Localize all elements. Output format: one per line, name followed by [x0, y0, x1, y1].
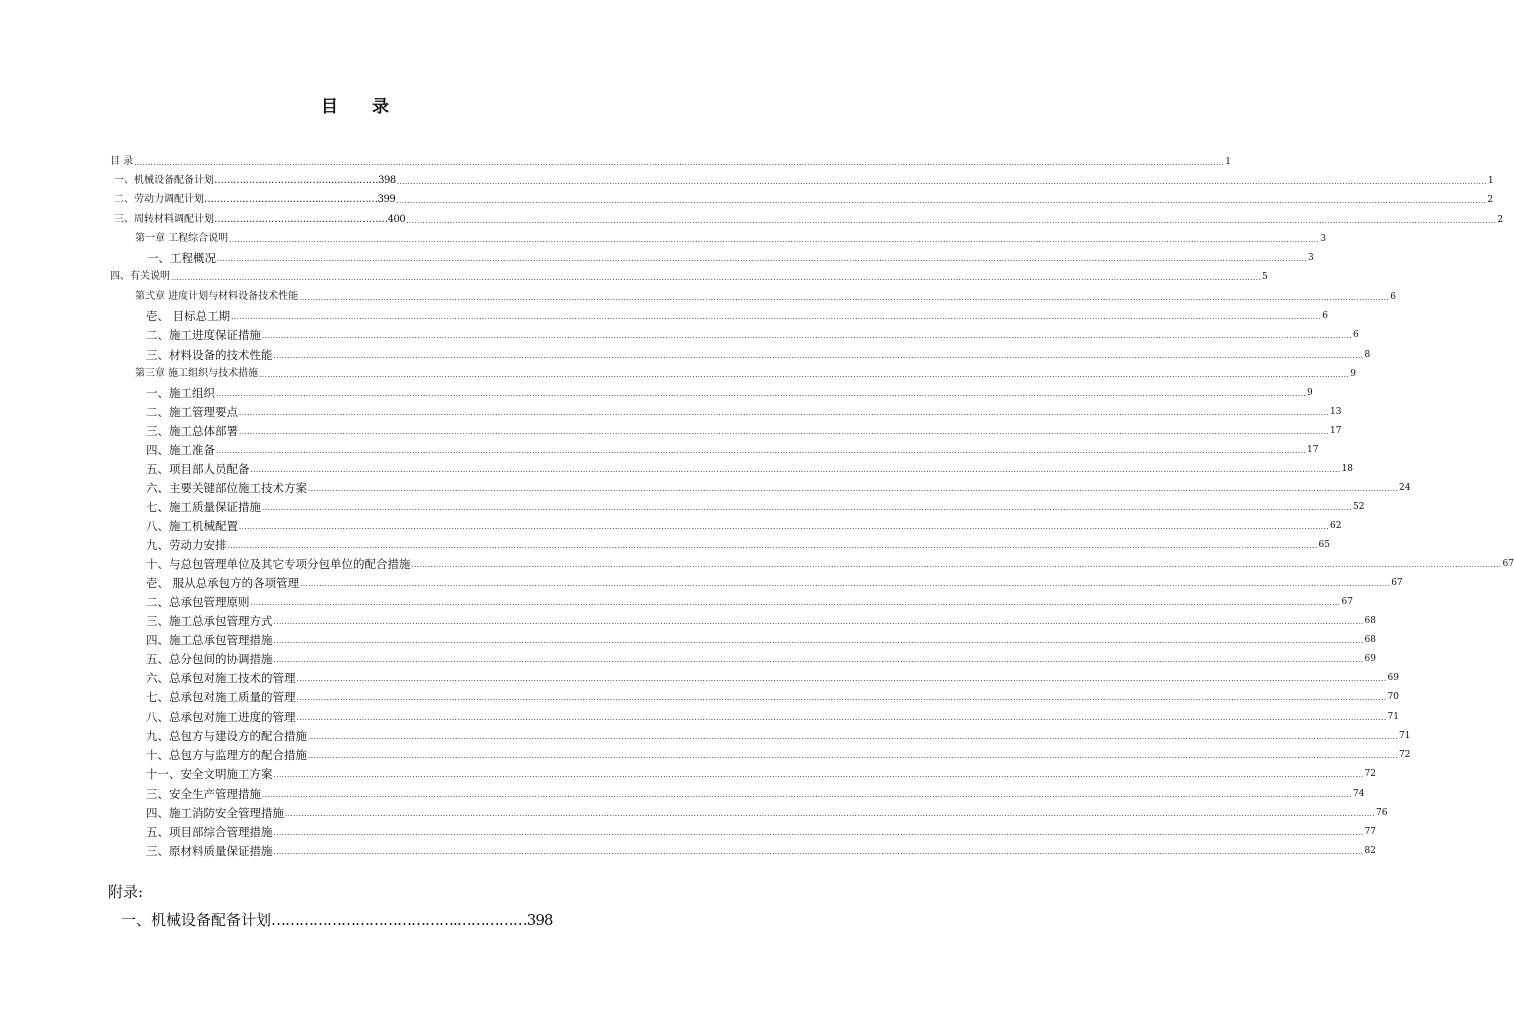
toc-entry[interactable] — [146, 516, 1342, 533]
toc-entry-subpage: .………………400 — [328, 214, 406, 225]
toc-entry-label: 五、项目部人员配备 — [146, 462, 250, 476]
toc-entry-page: 69 — [1387, 673, 1399, 683]
toc-entry-page: 24 — [1399, 483, 1411, 493]
appendix-item-page: .……………398 — [453, 911, 553, 929]
toc-entry[interactable] — [135, 287, 1396, 303]
dot-leader: ................................................................................................................................................................................................................................................................................................................................................................................................................ — [411, 561, 1502, 569]
toc-entry-label: 四、施工准备 — [146, 443, 215, 457]
dot-leader: ................................................................................................................................................................................................................................................................................................................................................................................................................ — [239, 428, 1330, 436]
toc-entry-page: 72 — [1364, 769, 1376, 779]
toc-entry-label: 三、安全生产管理措施 — [146, 787, 261, 801]
toc-entry-page: 67 — [1391, 578, 1403, 588]
toc-entry-page: 9 — [1307, 388, 1313, 398]
toc-entry-label: 一、施工组织 — [146, 386, 215, 400]
dot-leader: ................................................................................................................................................................................................................................................................................................................................................................................................................ — [273, 656, 1364, 664]
toc-entry[interactable] — [146, 440, 1319, 457]
toc-entry[interactable] — [146, 822, 1376, 839]
toc-entry-page: 2 — [1487, 195, 1494, 205]
toc-entry-page: 71 — [1399, 731, 1411, 741]
toc-entry-label: 十、总包方与监理方的配合措施 — [146, 748, 307, 762]
dot-leader: ................................................................................................................................................................................................................................................................................................................................................................................................................ — [273, 637, 1364, 645]
dot-leader: ................................................................................................................................................................................................................................................................................................................................................................................................................ — [308, 752, 1399, 760]
toc-entry-page: 13 — [1330, 407, 1342, 417]
toc-entry-label: 第弍章 进度计划与材料设备技术性能 — [135, 291, 299, 302]
toc-entry[interactable] — [146, 649, 1376, 666]
toc-entry[interactable] — [146, 803, 1388, 820]
toc-entry[interactable] — [146, 554, 1514, 571]
dot-leader: ................................................................................................................................................................................................................................................................................................................................................................................................................ — [216, 447, 1307, 455]
toc-entry-page: 52 — [1353, 502, 1365, 512]
toc-entry-page: 70 — [1387, 692, 1399, 702]
toc-entry-page: 6 — [1322, 311, 1328, 321]
toc-entry[interactable] — [146, 726, 1411, 743]
toc-entry-page: 71 — [1387, 712, 1399, 722]
toc-entry-subpage: .………………399 — [318, 194, 396, 205]
toc-entry[interactable] — [110, 152, 1231, 168]
toc-entry-page: 77 — [1364, 827, 1376, 837]
dot-leader: ................................................................................................................................................................................................................................................................................................................................................................................................................ — [239, 409, 1330, 417]
toc-entry-page: 5 — [1262, 272, 1268, 282]
toc-entry-page: 3 — [1308, 253, 1314, 263]
toc-entry-label: 六、主要关键部位施工技术方案 — [146, 481, 307, 495]
toc-entry-label: 一、机械设备配备计划 — [114, 175, 214, 186]
toc-entry[interactable] — [146, 478, 1411, 495]
dot-leader: ................................................................................................................................................................................................................................................................................................................................................................................................................ — [299, 294, 1390, 302]
toc-entry[interactable] — [146, 687, 1399, 704]
toc-entry-page: 17 — [1330, 426, 1342, 436]
toc-entry[interactable] — [146, 630, 1376, 647]
toc-entry-label: 八、总承包对施工进度的管理 — [146, 710, 296, 724]
toc-entry-label: 五、项目部综合管理措施 — [146, 825, 273, 839]
toc-entry-label: 目 录 — [110, 156, 134, 167]
toc-entry[interactable] — [146, 573, 1403, 590]
dot-leader: ................................................................................................................................................................................................................................................................................................................................................................................................................ — [262, 332, 1353, 340]
dot-leader: ................................................................................................................................................................................................................................................................................................................................................................................................................ — [273, 848, 1364, 856]
toc-entry[interactable] — [146, 497, 1365, 514]
dot-leader: ................................................................................................................................................................................................................................................................................................................................................................................................................ — [273, 352, 1364, 360]
toc-entry-page: 3 — [1320, 234, 1326, 244]
dot-leader: ................................................................................................................................................................................................................................................................................................................................................................................................................ — [231, 313, 1322, 321]
toc-entry-label: 九、劳动力安排 — [146, 538, 227, 552]
toc-entry-page: 1 — [1225, 157, 1231, 167]
dot-leader: ................................................................................................................................................................................................................................................................................................................................................................................................................ — [250, 599, 1341, 607]
toc-entry-label: 七、施工质量保证措施 — [146, 500, 261, 514]
toc-entry[interactable] — [146, 707, 1399, 724]
toc-entry[interactable] — [146, 764, 1376, 781]
dot-leader: ................................................................................................................................................................................................................................................................................................................................................................................................................ — [296, 694, 1387, 702]
toc-entry[interactable] — [146, 402, 1342, 419]
toc-entry[interactable] — [146, 592, 1353, 609]
toc-entry-page: 65 — [1318, 540, 1330, 550]
toc-entry-label: 七、总承包对施工质量的管理 — [146, 690, 296, 704]
toc-entry-page: 67 — [1341, 597, 1353, 607]
toc-entry[interactable] — [147, 248, 1314, 265]
toc-entry-page: 68 — [1364, 616, 1376, 626]
dot-leader: ................................................................................................................................................................................................................................................................................................................................................................................................................ — [285, 810, 1376, 818]
toc-entry[interactable] — [146, 345, 1371, 362]
toc-entry[interactable] — [146, 784, 1365, 801]
dot-leader: ................................................................................................................................................................................................................................................................................................................................................................................................................ — [239, 523, 1330, 531]
toc-entry-label: 一、工程概况 — [147, 251, 216, 265]
toc-entry-label: 六、总承包对施工技术的管理 — [146, 671, 296, 685]
dot-leader: ................................................................................................................................................................................................................................................................................................................................................................................................................ — [273, 618, 1364, 626]
toc-entry[interactable] — [146, 325, 1359, 342]
toc-entry[interactable] — [146, 841, 1376, 858]
toc-entry-page: 6 — [1353, 330, 1359, 340]
toc-entry-label: 八、施工机械配置 — [146, 519, 238, 533]
dot-leader: ................................................................................................................................................................................................................................................................................................................................................................................................................ — [250, 466, 1341, 474]
dot-leader: ................................................................................................................................................................................................................................................................................................................................................................................................................ — [396, 197, 1487, 205]
dot-leader: ................................................................................................................................................................................................................................................................................................................................................................................................................ — [262, 504, 1353, 512]
toc-entry-label: 三、材料设备的技术性能 — [146, 348, 273, 362]
toc-entry-label: 十一、安全文明施工方案 — [146, 767, 273, 781]
toc-entry-page: 2 — [1497, 215, 1504, 225]
dot-leader: ................................................................................................................................................................................................................................................................................................................................................................................................................ — [396, 178, 1487, 186]
toc-entry-label: 五、总分包间的协调措施 — [146, 652, 273, 666]
toc-entry-page: 74 — [1353, 789, 1365, 799]
dot-leader: ................................................................................................................................................................................................................................................................................................................................................................................................................ — [296, 714, 1387, 722]
toc-entry-label: 九、总包方与建设方的配合措施 — [146, 729, 307, 743]
appendix-item[interactable] — [121, 909, 552, 930]
toc-entry-label: 三、施工总承包管理方式 — [146, 614, 273, 628]
toc-entry-page: 18 — [1341, 464, 1353, 474]
toc-entry[interactable] — [146, 535, 1330, 552]
toc-entry-page: 82 — [1364, 846, 1376, 856]
dot-leader: ................................................................................................................................................................................................................................................................................................................................................................................................................ — [273, 771, 1364, 779]
toc-entry[interactable] — [135, 229, 1326, 245]
toc-entry-page: 67 — [1502, 559, 1514, 569]
dot-leader: ................................................................................................................................................................................................................................................................................................................................................................................................................ — [296, 675, 1387, 683]
toc-entry-subpage: .……………398 — [328, 175, 396, 186]
toc-entry-label: 二、施工管理要点 — [146, 405, 238, 419]
dot-leader: ................................................................................................................................................................................................................................................................................................................................................................................................................ — [171, 274, 1262, 282]
dot-leader: ................................................................................................................................................................................................................................................................................................................................................................................................................ — [308, 733, 1399, 741]
toc-entry[interactable] — [146, 383, 1313, 400]
toc-entry-page: 17 — [1307, 445, 1319, 455]
toc-entry-page: 6 — [1390, 292, 1396, 302]
toc-entry-label: 四、施工消防安全管理措施 — [146, 806, 284, 820]
dot-leader: ................................................................................................................................................................................................................................................................................................................................................................................................................ — [229, 236, 1320, 244]
toc-entry-leader: ……………………………… — [204, 194, 318, 205]
toc-entry-label: 二、劳动力调配计划 — [114, 194, 204, 205]
toc-entry-page: 8 — [1364, 350, 1371, 360]
toc-entry[interactable] — [146, 459, 1353, 476]
toc-entry-page: 9 — [1350, 369, 1356, 379]
toc-entry[interactable] — [114, 171, 1494, 187]
toc-entry-label: 壱、 目标总工期 — [146, 309, 231, 323]
dot-leader: ................................................................................................................................................................................................................................................................................................................................................................................................................ — [262, 791, 1353, 799]
toc-entry-leader: ……………………………… — [214, 175, 328, 186]
toc-entry[interactable] — [135, 364, 1356, 380]
toc-entry-label: 二、总承包管理原则 — [146, 595, 250, 609]
dot-leader: ................................................................................................................................................................................................................................................................................................................................................................................................................ — [273, 829, 1364, 837]
toc-entry-label: 四、施工总承包管理措施 — [146, 633, 273, 647]
toc-entry-label: 三、施工总体部署 — [146, 424, 238, 438]
toc-entry[interactable] — [146, 745, 1411, 762]
toc-entry[interactable] — [146, 611, 1376, 628]
dot-leader: ................................................................................................................................................................................................................................................................................................................................................................................................................ — [216, 390, 1307, 398]
appendix-item-label: 一、机械设备配备计划 — [121, 911, 272, 929]
dot-leader: ................................................................................................................................................................................................................................................................................................................................................................................................................ — [227, 542, 1318, 550]
dot-leader: ................................................................................................................................................................................................................................................................................................................................................................................................................ — [308, 485, 1399, 493]
dot-leader: ................................................................................................................................................................................................................................................................................................................................................................................................................ — [259, 371, 1350, 379]
toc-entry-label: 三、周转材料调配计划 — [114, 214, 214, 225]
dot-leader: ................................................................................................................................................................................................................................................................................................................................................................................................................ — [406, 217, 1497, 225]
toc-entry[interactable] — [146, 668, 1399, 685]
toc-entry-page: 69 — [1364, 654, 1376, 664]
toc-entry-label: 第一章 工程综合说明 — [135, 233, 229, 244]
toc-entry[interactable] — [110, 267, 1268, 283]
toc-entry[interactable] — [146, 306, 1328, 323]
dot-leader: ................................................................................................................................................................................................................................................................................................................................................................................................................ — [217, 255, 1308, 263]
toc-entry[interactable] — [146, 421, 1342, 438]
toc-entry-page: 62 — [1330, 521, 1342, 531]
toc-entry[interactable] — [114, 210, 1504, 226]
toc-entry-label: 壱、 服从总承包方的各项管理 — [146, 576, 300, 590]
toc-entry-page: 1 — [1487, 176, 1494, 186]
toc-entry-label: 四、有关说明 — [110, 271, 170, 282]
toc-entry-page: 68 — [1364, 635, 1376, 645]
dot-leader: ................................................................................................................................................................................................................................................................................................................................................................................................................ — [134, 159, 1225, 167]
toc-entry-page: 76 — [1376, 808, 1388, 818]
dot-leader: ................................................................................................................................................................................................................................................................................................................................................................................................................ — [300, 580, 1391, 588]
toc-entry-label: 第三章 施工组织与技术措施 — [135, 368, 259, 379]
toc-entry-page: 72 — [1399, 750, 1411, 760]
toc-entry-leader: ……………………………… — [214, 214, 328, 225]
page-title: 目 录 — [321, 97, 403, 117]
appendix-title: 附录: — [108, 883, 144, 901]
toc-entry-label: 十、与总包管理单位及其它专项分包单位的配合措施 — [146, 557, 411, 571]
toc-entry-label: 三、原材料质量保证措施 — [146, 844, 273, 858]
appendix-item-leader: ………………………………… — [271, 911, 454, 929]
toc-entry[interactable] — [114, 190, 1494, 206]
toc-entry-label: 二、施工进度保证措施 — [146, 328, 261, 342]
